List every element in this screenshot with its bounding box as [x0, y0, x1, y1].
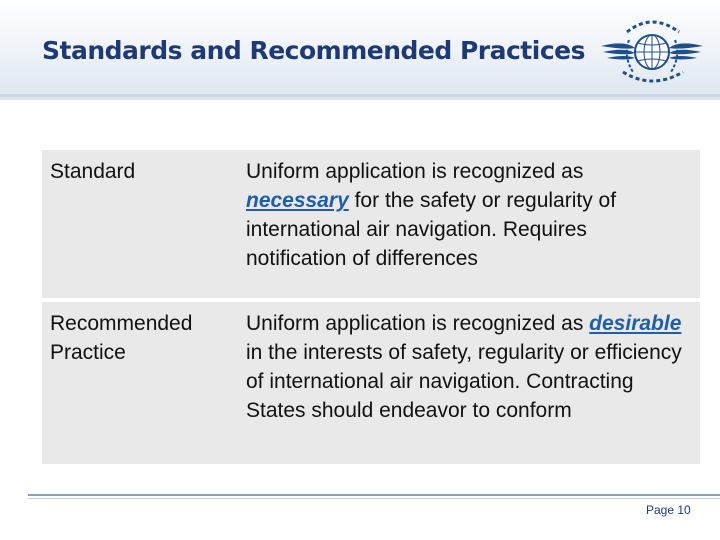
- sarps-table: [42, 150, 700, 464]
- description-text: Uniform application is recognized as: [246, 160, 584, 183]
- header-divider: [0, 94, 720, 97]
- description-text: in the interests of safety, regularity or efficiency of international air navigation. Contracting States should endeavor to conform: [246, 341, 682, 422]
- keyword-necessary: necessary: [246, 189, 349, 212]
- slide-title: Standards and Recommended Practices: [42, 36, 585, 65]
- row-description-standard: [238, 150, 700, 298]
- table-row: [42, 302, 700, 464]
- page-number: Page 10: [646, 503, 691, 517]
- description-text: for the safety or regularity of international air navigation. Requires notification of differences: [246, 189, 617, 270]
- icao-emblem-icon: [597, 10, 707, 88]
- description-text: Uniform application is recognized as: [246, 312, 590, 335]
- row-label-recommended-practice: Recommended Practice: [50, 312, 193, 364]
- footer-divider: [28, 494, 720, 496]
- row-label-standard: Standard: [50, 160, 136, 183]
- table-row: [42, 150, 700, 298]
- footer-divider-thin: [28, 498, 720, 499]
- keyword-desirable: desirable: [589, 312, 682, 335]
- row-description-recommended-practice: [238, 302, 700, 464]
